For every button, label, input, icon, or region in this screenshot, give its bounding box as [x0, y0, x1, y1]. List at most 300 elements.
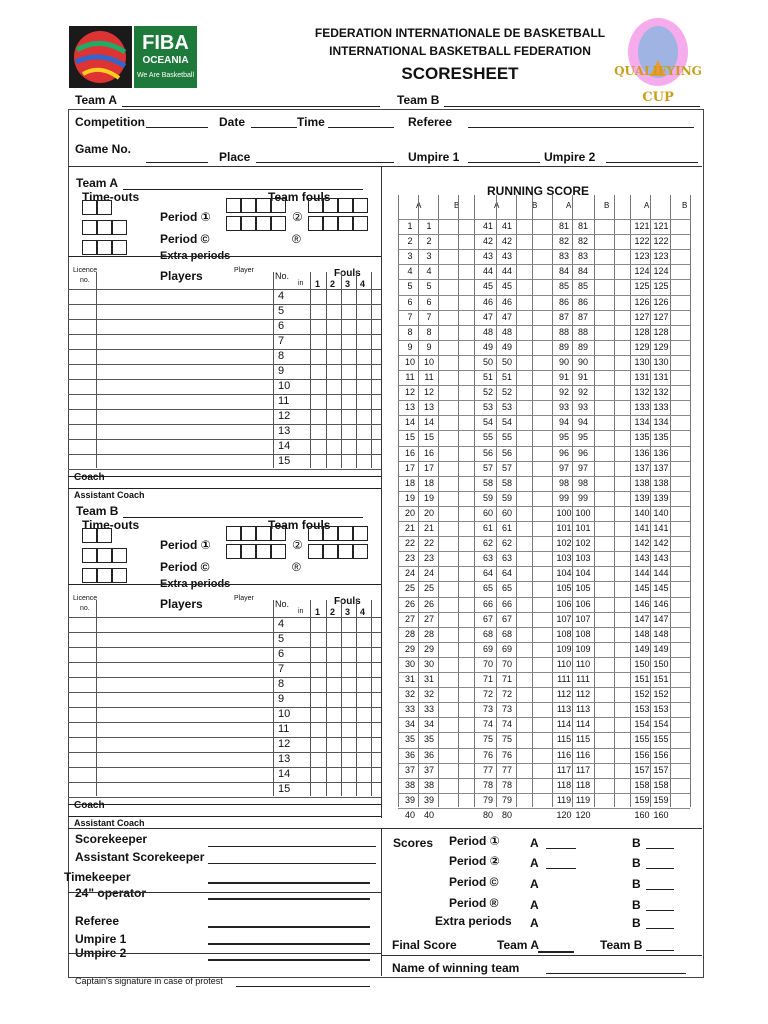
team-foul-box[interactable] [271, 544, 286, 559]
rs-number-b[interactable]: 54 [501, 417, 512, 428]
rs-number-b[interactable]: 15 [423, 432, 434, 443]
rs-number-a[interactable]: 47 [482, 311, 493, 322]
rs-number-b[interactable]: 93 [577, 402, 588, 413]
rs-number-a[interactable]: 24 [404, 568, 415, 579]
timekeeper-field[interactable] [208, 882, 370, 884]
rs-number-a[interactable]: 11 [405, 372, 415, 382]
player-row[interactable] [68, 304, 381, 319]
rs-number-b[interactable]: 42 [501, 236, 512, 247]
rs-number-b[interactable]: 90 [577, 356, 588, 367]
rs-number-b[interactable]: 44 [501, 266, 512, 277]
team-foul-box[interactable] [241, 526, 256, 541]
rs-number-a[interactable]: 30 [404, 658, 415, 669]
rs-number-a[interactable]: 39 [404, 794, 415, 805]
rs-number-a[interactable]: 45 [482, 281, 493, 292]
rs-number-b[interactable]: 155 [653, 734, 669, 745]
scorekeeper-field[interactable] [208, 846, 376, 847]
rs-number-b[interactable]: 20 [423, 507, 434, 518]
rs-number-b[interactable]: 18 [423, 477, 434, 488]
rs-number-a[interactable]: 68 [482, 628, 493, 639]
rs-number-a[interactable]: 100 [556, 507, 572, 518]
rs-number-b[interactable]: 157 [653, 764, 669, 775]
rs-number-a[interactable]: 4 [407, 266, 413, 277]
rs-number-a[interactable]: 64 [482, 568, 493, 579]
umpire1-sign-field[interactable] [208, 943, 370, 945]
rs-number-b[interactable]: 74 [501, 719, 512, 730]
team-foul-box[interactable] [271, 526, 286, 541]
rs-number-b[interactable]: 137 [653, 462, 669, 473]
rs-number-b[interactable]: 126 [653, 296, 669, 307]
assistant-scorekeeper-field[interactable] [208, 863, 376, 864]
rs-number-b[interactable]: 29 [423, 643, 434, 654]
rs-number-a[interactable]: 51 [482, 372, 493, 382]
rs-number-a[interactable]: 144 [634, 568, 650, 579]
rs-number-a[interactable]: 129 [634, 341, 650, 352]
rs-number-a[interactable]: 93 [558, 402, 569, 413]
place-field[interactable] [256, 162, 394, 163]
rs-number-a[interactable]: 75 [482, 734, 493, 745]
rs-number-a[interactable]: 128 [634, 326, 650, 337]
rs-number-a[interactable]: 108 [556, 628, 572, 639]
rs-number-b[interactable]: 85 [577, 281, 588, 292]
rs-number-a[interactable]: 50 [482, 356, 493, 367]
rs-number-b[interactable]: 9 [426, 341, 432, 352]
team-foul-box[interactable] [256, 526, 271, 541]
final-team-a-field[interactable] [538, 951, 574, 953]
rs-number-a[interactable]: 19 [404, 492, 415, 503]
rs-number-a[interactable]: 46 [482, 296, 493, 307]
rs-number-a[interactable]: 63 [482, 553, 493, 564]
rs-number-a[interactable]: 36 [404, 749, 415, 760]
rs-number-b[interactable]: 86 [577, 296, 588, 307]
rs-number-a[interactable]: 120 [556, 809, 572, 820]
rs-number-a[interactable]: 62 [482, 538, 493, 549]
rs-number-a[interactable]: 81 [558, 221, 569, 231]
rs-number-a[interactable]: 74 [482, 719, 493, 730]
rs-number-a[interactable]: 41 [482, 221, 493, 231]
rs-number-b[interactable]: 145 [653, 583, 669, 594]
rs-number-b[interactable]: 124 [653, 266, 669, 277]
rs-number-b[interactable]: 144 [653, 568, 669, 579]
rs-number-a[interactable]: 151 [634, 674, 650, 684]
player-row[interactable] [68, 334, 381, 349]
rs-number-b[interactable]: 143 [653, 553, 669, 564]
rs-number-b[interactable]: 66 [501, 598, 512, 609]
player-row[interactable] [68, 692, 381, 707]
rs-number-a[interactable]: 149 [634, 643, 650, 654]
rs-number-b[interactable]: 114 [575, 719, 591, 730]
rs-number-a[interactable]: 78 [482, 779, 493, 790]
rs-number-a[interactable]: 132 [634, 387, 650, 398]
team-foul-box[interactable] [338, 544, 353, 559]
rs-number-b[interactable]: 52 [501, 387, 512, 398]
rs-number-b[interactable]: 97 [577, 462, 588, 473]
rs-number-b[interactable]: 38 [423, 779, 434, 790]
player-row[interactable] [68, 632, 381, 647]
rs-number-a[interactable]: 133 [634, 402, 650, 413]
rs-number-b[interactable]: 106 [575, 598, 591, 609]
rs-number-a[interactable]: 3 [407, 251, 413, 262]
umpire2-sign-field[interactable] [208, 959, 370, 961]
rs-number-a[interactable]: 53 [482, 402, 493, 413]
rs-number-a[interactable]: 77 [482, 764, 493, 775]
rs-number-a[interactable]: 148 [634, 628, 650, 639]
rs-number-b[interactable]: 41 [501, 221, 512, 231]
rs-number-a[interactable]: 27 [404, 613, 415, 624]
rs-number-a[interactable]: 104 [556, 568, 572, 579]
rs-number-b[interactable]: 139 [653, 492, 669, 503]
rs-number-b[interactable]: 63 [501, 553, 512, 564]
rs-number-a[interactable]: 147 [634, 613, 650, 624]
rs-number-a[interactable]: 146 [634, 598, 650, 609]
rs-number-a[interactable]: 69 [482, 643, 493, 654]
team-foul-box[interactable] [323, 526, 338, 541]
player-row[interactable] [68, 707, 381, 722]
rs-number-a[interactable]: 98 [558, 477, 569, 488]
timeout-box[interactable] [97, 528, 112, 543]
rs-number-b[interactable]: 98 [577, 477, 588, 488]
rs-number-a[interactable]: 44 [482, 266, 493, 277]
team-foul-box[interactable] [226, 544, 241, 559]
rs-number-b[interactable]: 136 [653, 447, 669, 458]
rs-number-b[interactable]: 72 [501, 689, 512, 700]
rs-number-a[interactable]: 15 [404, 432, 415, 443]
rs-number-b[interactable]: 119 [575, 794, 591, 805]
rs-number-a[interactable]: 159 [634, 794, 650, 805]
rs-number-a[interactable]: 138 [634, 477, 650, 488]
team-a-name-field[interactable] [122, 106, 380, 107]
rs-number-b[interactable]: 109 [575, 643, 591, 654]
rs-number-b[interactable]: 60 [501, 507, 512, 518]
score-b-field[interactable] [646, 889, 674, 890]
rs-number-a[interactable]: 123 [634, 251, 650, 262]
player-row[interactable] [68, 677, 381, 692]
rs-number-a[interactable]: 84 [558, 266, 569, 277]
rs-number-a[interactable]: 65 [482, 583, 493, 594]
rs-number-b[interactable]: 73 [501, 704, 512, 715]
team-foul-box[interactable] [323, 216, 338, 231]
player-row[interactable] [68, 319, 381, 334]
timeout-box[interactable] [82, 528, 97, 543]
rs-number-a[interactable]: 110 [556, 658, 572, 669]
rs-number-a[interactable]: 73 [482, 704, 493, 715]
player-row[interactable] [68, 647, 381, 662]
timeout-box[interactable] [97, 548, 112, 563]
rs-number-a[interactable]: 107 [556, 613, 572, 624]
rs-number-b[interactable]: 24 [423, 568, 434, 579]
rs-number-a[interactable]: 102 [556, 538, 572, 549]
rs-number-b[interactable]: 34 [423, 719, 434, 730]
rs-number-a[interactable]: 113 [556, 704, 572, 715]
rs-number-a[interactable]: 2 [407, 236, 413, 247]
rs-number-b[interactable]: 146 [653, 598, 669, 609]
rs-number-b[interactable]: 111 [576, 674, 590, 684]
rs-number-a[interactable]: 140 [634, 507, 650, 518]
rs-number-b[interactable]: 2 [426, 236, 432, 247]
rs-number-a[interactable]: 121 [634, 221, 650, 231]
team-b-name-field[interactable] [444, 106, 700, 107]
rs-number-a[interactable]: 145 [634, 583, 650, 594]
rs-number-b[interactable]: 76 [501, 749, 512, 760]
rs-number-b[interactable]: 118 [575, 779, 591, 790]
player-row[interactable] [68, 289, 381, 304]
team-foul-box[interactable] [241, 544, 256, 559]
rs-number-b[interactable]: 142 [653, 538, 669, 549]
player-row[interactable] [68, 409, 381, 424]
rs-number-b[interactable]: 17 [423, 462, 434, 473]
rs-number-b[interactable]: 59 [501, 492, 512, 503]
rs-number-b[interactable]: 1 [426, 221, 432, 231]
rs-number-b[interactable]: 50 [501, 356, 512, 367]
final-team-b-field[interactable] [646, 950, 674, 951]
team-foul-box[interactable] [256, 216, 271, 231]
rs-number-a[interactable]: 95 [558, 432, 569, 443]
umpire1-field[interactable] [468, 162, 540, 163]
rs-number-b[interactable]: 71 [501, 674, 512, 684]
rs-number-a[interactable]: 52 [482, 387, 493, 398]
rs-number-a[interactable]: 25 [404, 583, 415, 594]
rs-number-b[interactable]: 37 [423, 764, 434, 775]
rs-number-b[interactable]: 150 [653, 658, 669, 669]
rs-number-a[interactable]: 32 [404, 689, 415, 700]
rs-number-a[interactable]: 116 [556, 749, 572, 760]
rs-number-b[interactable]: 56 [501, 447, 512, 458]
rs-number-a[interactable]: 9 [407, 341, 413, 352]
rs-number-b[interactable]: 104 [575, 568, 591, 579]
rs-number-b[interactable]: 36 [423, 749, 434, 760]
rs-number-b[interactable]: 117 [575, 764, 591, 775]
rs-number-a[interactable]: 79 [482, 794, 493, 805]
score-a-field[interactable] [546, 848, 576, 849]
rs-number-a[interactable]: 141 [634, 523, 650, 533]
rs-number-b[interactable]: 130 [653, 356, 669, 367]
rs-number-b[interactable]: 3 [426, 251, 432, 262]
rs-number-b[interactable]: 131 [653, 372, 669, 382]
rs-number-a[interactable]: 137 [634, 462, 650, 473]
rs-number-a[interactable]: 97 [558, 462, 569, 473]
rs-number-b[interactable]: 43 [501, 251, 512, 262]
team-foul-box[interactable] [308, 526, 323, 541]
rs-number-b[interactable]: 49 [501, 341, 512, 352]
rs-number-b[interactable]: 8 [426, 326, 432, 337]
rs-number-b[interactable]: 6 [426, 296, 432, 307]
rs-number-a[interactable]: 14 [404, 417, 415, 428]
rs-number-a[interactable]: 105 [556, 583, 572, 594]
rs-number-a[interactable]: 17 [404, 462, 415, 473]
rs-number-b[interactable]: 75 [501, 734, 512, 745]
rs-number-a[interactable]: 86 [558, 296, 569, 307]
rs-number-b[interactable]: 125 [653, 281, 669, 292]
rs-number-a[interactable]: 131 [634, 372, 650, 382]
rs-number-a[interactable]: 115 [556, 734, 572, 745]
rs-number-a[interactable]: 8 [407, 326, 413, 337]
team-foul-box[interactable] [323, 198, 338, 213]
rs-number-b[interactable]: 116 [575, 749, 591, 760]
rs-number-b[interactable]: 89 [577, 341, 588, 352]
rs-number-b[interactable]: 64 [501, 568, 512, 579]
rs-number-a[interactable]: 152 [634, 689, 650, 700]
rs-number-a[interactable]: 101 [556, 523, 572, 533]
score-a-field[interactable] [546, 868, 576, 869]
rs-number-a[interactable]: 156 [634, 749, 650, 760]
timeout-box[interactable] [97, 240, 112, 255]
rs-number-a[interactable]: 31 [404, 674, 415, 684]
timeout-box[interactable] [112, 220, 127, 235]
rs-number-b[interactable]: 127 [653, 311, 669, 322]
rs-number-b[interactable]: 88 [577, 326, 588, 337]
timeout-box[interactable] [97, 568, 112, 583]
rs-number-a[interactable]: 153 [634, 704, 650, 715]
rs-number-b[interactable]: 22 [423, 538, 434, 549]
rs-number-b[interactable]: 115 [575, 734, 591, 745]
team-foul-box[interactable] [256, 544, 271, 559]
rs-number-b[interactable]: 158 [653, 779, 669, 790]
player-row[interactable] [68, 662, 381, 677]
timeout-box[interactable] [82, 240, 97, 255]
rs-number-a[interactable]: 72 [482, 689, 493, 700]
team-foul-box[interactable] [338, 198, 353, 213]
rs-number-a[interactable]: 61 [482, 523, 493, 533]
winning-team-field[interactable] [546, 973, 686, 974]
rs-number-a[interactable]: 37 [404, 764, 415, 775]
rs-number-a[interactable]: 57 [482, 462, 493, 473]
rs-number-b[interactable]: 113 [575, 704, 591, 715]
score-b-field[interactable] [646, 928, 674, 929]
rs-number-a[interactable]: 85 [558, 281, 569, 292]
game-no-field[interactable] [146, 162, 208, 163]
rs-number-a[interactable]: 119 [556, 794, 572, 805]
rs-number-b[interactable]: 26 [423, 598, 434, 609]
rs-number-b[interactable]: 160 [653, 809, 669, 820]
rs-number-b[interactable]: 62 [501, 538, 512, 549]
rs-number-a[interactable]: 56 [482, 447, 493, 458]
rs-number-a[interactable]: 111 [557, 674, 571, 684]
rs-number-a[interactable]: 96 [558, 447, 569, 458]
rs-number-a[interactable]: 150 [634, 658, 650, 669]
rs-number-b[interactable]: 67 [501, 613, 512, 624]
rs-number-b[interactable]: 154 [653, 719, 669, 730]
rs-number-a[interactable]: 38 [404, 779, 415, 790]
rs-number-b[interactable]: 12 [423, 387, 434, 398]
rs-number-b[interactable]: 7 [426, 311, 432, 322]
player-row[interactable] [68, 349, 381, 364]
timeout-box[interactable] [112, 240, 127, 255]
rs-number-a[interactable]: 6 [407, 296, 413, 307]
rs-number-a[interactable]: 112 [556, 689, 572, 700]
rs-number-a[interactable]: 157 [634, 764, 650, 775]
rs-number-b[interactable]: 55 [501, 432, 512, 443]
rs-number-b[interactable]: 28 [423, 628, 434, 639]
rs-number-b[interactable]: 105 [575, 583, 591, 594]
rs-number-b[interactable]: 149 [653, 643, 669, 654]
rs-number-b[interactable]: 123 [653, 251, 669, 262]
referee-sign-field[interactable] [208, 926, 370, 928]
rs-number-b[interactable]: 14 [423, 417, 434, 428]
rs-number-b[interactable]: 151 [653, 674, 669, 684]
rs-number-b[interactable]: 81 [577, 221, 588, 231]
timeout-box[interactable] [82, 568, 97, 583]
rs-number-a[interactable]: 35 [404, 734, 415, 745]
team-foul-box[interactable] [226, 526, 241, 541]
player-row[interactable] [68, 782, 381, 797]
rs-number-b[interactable]: 21 [423, 523, 434, 533]
rs-number-a[interactable]: 87 [558, 311, 569, 322]
rs-number-a[interactable]: 20 [404, 507, 415, 518]
rs-number-b[interactable]: 95 [577, 432, 588, 443]
rs-number-a[interactable]: 40 [404, 809, 415, 820]
team-foul-box[interactable] [353, 198, 368, 213]
rs-number-b[interactable]: 39 [423, 794, 434, 805]
player-row[interactable] [68, 439, 381, 454]
rs-number-a[interactable]: 18 [404, 477, 415, 488]
rs-number-b[interactable]: 31 [423, 674, 434, 684]
rs-number-b[interactable]: 70 [501, 658, 512, 669]
team-foul-box[interactable] [338, 526, 353, 541]
rs-number-b[interactable]: 152 [653, 689, 669, 700]
rs-number-b[interactable]: 53 [501, 402, 512, 413]
rs-number-a[interactable]: 106 [556, 598, 572, 609]
rs-number-b[interactable]: 128 [653, 326, 669, 337]
rs-number-a[interactable]: 76 [482, 749, 493, 760]
rs-number-a[interactable]: 70 [482, 658, 493, 669]
rs-number-b[interactable]: 141 [653, 523, 669, 533]
rs-number-b[interactable]: 148 [653, 628, 669, 639]
rs-number-a[interactable]: 67 [482, 613, 493, 624]
team-foul-box[interactable] [226, 198, 241, 213]
rs-number-b[interactable]: 40 [423, 809, 434, 820]
player-row[interactable] [68, 454, 381, 469]
rs-number-b[interactable]: 46 [501, 296, 512, 307]
player-row[interactable] [68, 617, 381, 632]
rs-number-b[interactable]: 23 [423, 553, 434, 564]
rs-number-b[interactable]: 132 [653, 387, 669, 398]
player-row[interactable] [68, 394, 381, 409]
timeout-box[interactable] [97, 220, 112, 235]
rs-number-a[interactable]: 28 [404, 628, 415, 639]
rs-number-b[interactable]: 80 [501, 809, 512, 820]
team-foul-box[interactable] [226, 216, 241, 231]
rs-number-a[interactable]: 60 [482, 507, 493, 518]
rs-number-b[interactable]: 156 [653, 749, 669, 760]
rs-number-b[interactable]: 96 [577, 447, 588, 458]
rs-number-a[interactable]: 160 [634, 809, 650, 820]
rs-number-b[interactable]: 58 [501, 477, 512, 488]
rs-number-a[interactable]: 42 [482, 236, 493, 247]
rs-number-b[interactable]: 82 [577, 236, 588, 247]
rs-number-a[interactable]: 5 [407, 281, 413, 292]
time-field[interactable] [328, 127, 394, 128]
rs-number-b[interactable]: 78 [501, 779, 512, 790]
rs-number-b[interactable]: 108 [575, 628, 591, 639]
rs-number-b[interactable]: 10 [423, 356, 434, 367]
rs-number-a[interactable]: 66 [482, 598, 493, 609]
team-foul-box[interactable] [241, 198, 256, 213]
rs-number-b[interactable]: 35 [423, 734, 434, 745]
rs-number-a[interactable]: 91 [558, 372, 569, 382]
rs-number-a[interactable]: 135 [634, 432, 650, 443]
rs-number-a[interactable]: 155 [634, 734, 650, 745]
rs-number-b[interactable]: 91 [577, 372, 588, 382]
operator-field[interactable] [208, 898, 370, 900]
team-foul-box[interactable] [308, 544, 323, 559]
rs-number-b[interactable]: 112 [575, 689, 591, 700]
player-row[interactable] [68, 737, 381, 752]
rs-number-a[interactable]: 48 [482, 326, 493, 337]
player-row[interactable] [68, 379, 381, 394]
score-b-field[interactable] [646, 848, 674, 849]
team-foul-box[interactable] [353, 544, 368, 559]
rs-number-a[interactable]: 71 [482, 674, 493, 684]
